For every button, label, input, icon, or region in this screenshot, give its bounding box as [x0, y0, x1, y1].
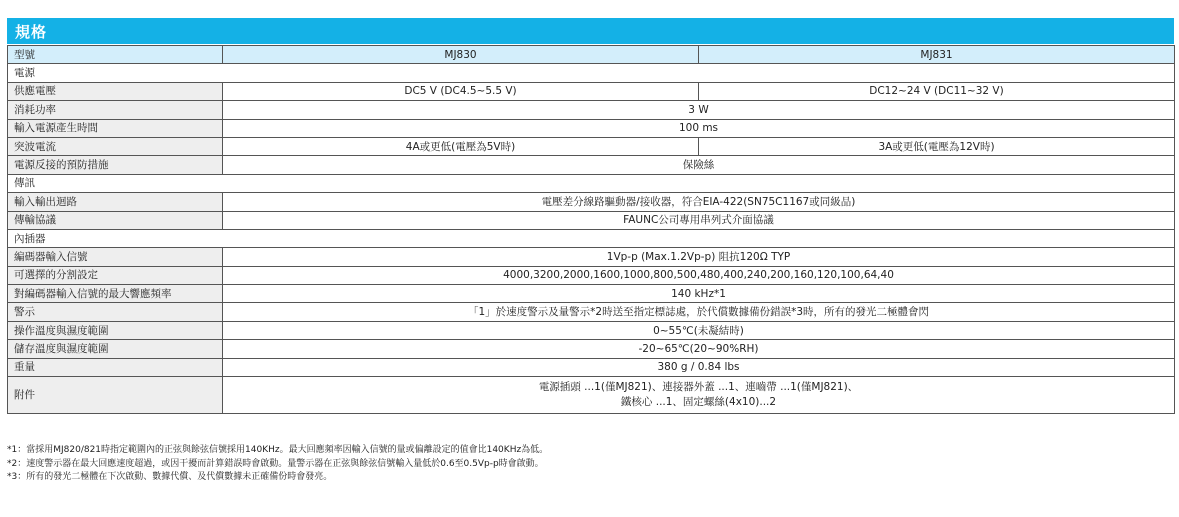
table-row: [8, 119, 1175, 137]
row-label: 傳輸協議: [8, 211, 223, 229]
row-label: 編碼器輸入信號: [8, 248, 223, 266]
section-comm: 傳訊: [8, 174, 1175, 192]
row-value: -20~65℃(20~90%RH): [223, 340, 1175, 358]
table-row: [8, 358, 1175, 376]
row-label: 操作溫度與濕度範圍: [8, 321, 223, 339]
row-value: 「1」於速度警示及量警示*2時送至指定標誌處，於代償數據備份錯誤*3時，所有的發光二極體會閃: [223, 303, 1175, 321]
row-value: 4000,3200,2000,1600,1000,800,500,480,400,240,200,160,120,100,64,40: [223, 266, 1175, 284]
row-label: 突波電流: [8, 137, 223, 155]
accessories-line-2: 鐵核心 ...1、固定螺絲(4x10)...2: [620, 396, 777, 409]
header-label: 型號: [8, 46, 223, 64]
row-label: 輸入輸出迴路: [8, 193, 223, 211]
footnote-3: *3：所有的發光二極體在下次啟動、數據代償、及代償數據未正確備份時會發亮。: [7, 472, 333, 482]
table-row: [8, 137, 1175, 155]
row-value: FAUNC公司專用串列式介面協議: [223, 211, 1175, 229]
section-power: 電源: [8, 64, 1175, 82]
row-label: 對編碼器輸入信號的最大響應頻率: [8, 285, 223, 303]
row-value: 380 g / 0.84 lbs: [223, 358, 1175, 376]
table-row: [8, 321, 1175, 339]
row-value: 0~55℃(未凝結時): [223, 321, 1175, 339]
row-value: 100 ms: [223, 119, 1175, 137]
row-value: DC5 V (DC4.5~5.5 V): [223, 82, 699, 100]
accessories-line-1: 電源插頭 ...1(僅MJ821)、連接器外蓋 ...1、連嚙帶 ...1(僅MJ821)、: [538, 381, 859, 394]
table-row: [8, 285, 1175, 303]
table-row: [8, 211, 1175, 229]
row-value: 保險絲: [223, 156, 1175, 174]
row-value: 140 kHz*1: [223, 285, 1175, 303]
footnotes: [7, 444, 548, 485]
row-label: 警示: [8, 303, 223, 321]
table-row: [8, 266, 1175, 284]
row-value: DC12~24 V (DC11~32 V): [699, 82, 1175, 100]
section-interp: 內插器: [8, 229, 1175, 247]
table-row: [8, 101, 1175, 119]
row-label: 重量: [8, 358, 223, 376]
table-row: [8, 156, 1175, 174]
table-row: [8, 193, 1175, 211]
row-value: 1Vp-p (Max.1.2Vp-p) 阻抗120Ω TYP: [223, 248, 1175, 266]
footnote-1: *1：當採用MJ820/821時指定範圍內的正弦與餘弦信號採用140KHz。最大回應頻率因輸入信號的量或偏離設定的值會比140KHz為低。: [7, 445, 549, 455]
section-row-power: [8, 64, 1175, 82]
table-row: [8, 303, 1175, 321]
header-model-mj830: MJ830: [223, 46, 699, 64]
table-row: [8, 340, 1175, 358]
row-value-accessories: [223, 377, 1175, 414]
footnote-2: *2：速度警示器在最大回應速度超過，或因干擾而計算錯誤時會啟動。量警示器在正弦與餘弦信號輸入量低於0.6至0.5Vp-p時會啟動。: [7, 458, 544, 469]
title-bar: [7, 18, 1174, 44]
row-label: 儲存溫度與濕度範圍: [8, 340, 223, 358]
section-row-interp: [8, 229, 1175, 247]
row-value: 3 W: [223, 101, 1175, 119]
page-title: 規格: [15, 23, 48, 41]
table-row: [8, 82, 1175, 100]
row-label: 供應電壓: [8, 82, 223, 100]
section-row-comm: [8, 174, 1175, 192]
header-model-mj831: MJ831: [699, 46, 1175, 64]
row-label: 可選擇的分割設定: [8, 266, 223, 284]
row-value: 電壓差分線路驅動器/接收器，符合EIA-422(SN75C1167或同級品): [223, 193, 1175, 211]
spec-table: [7, 45, 1175, 414]
row-label: 消耗功率: [8, 101, 223, 119]
row-value: 4A或更低(電壓為5V時): [223, 137, 699, 155]
row-label: 附件: [8, 377, 223, 414]
row-label: 電源反接的預防措施: [8, 156, 223, 174]
table-header-row: [8, 46, 1175, 64]
table-row: [8, 248, 1175, 266]
table-row: [8, 377, 1175, 414]
row-label: 輸入電源產生時間: [8, 119, 223, 137]
row-value: 3A或更低(電壓為12V時): [699, 137, 1175, 155]
